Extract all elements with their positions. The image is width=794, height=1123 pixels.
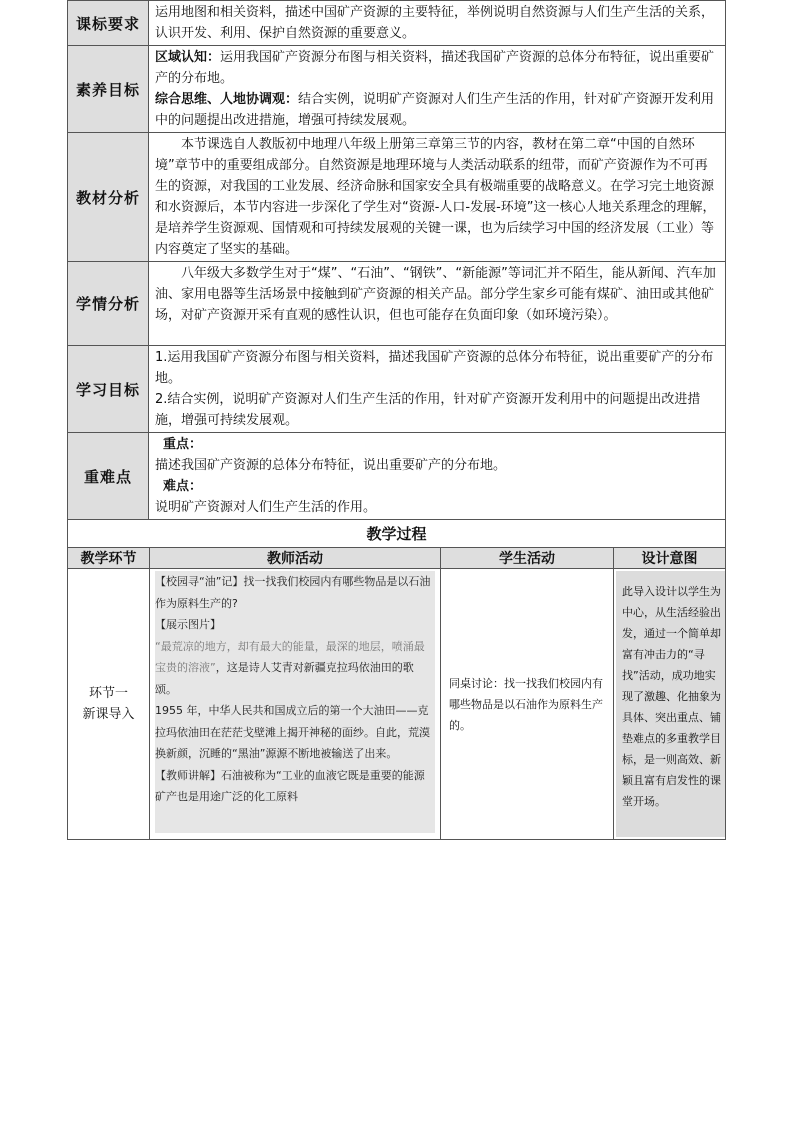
curriculum-label: 课标要求 (68, 1, 149, 46)
textbook-row (68, 133, 726, 262)
goals-label: 学习目标 (68, 346, 149, 433)
key-points-label: 重难点 (68, 433, 149, 520)
literacy-text (149, 46, 726, 133)
poem-source-text: ，这是诗人艾青对新疆克拉玛依油田的歌颂。 (155, 661, 414, 696)
oilfield-history: 1955 年，中华人民共和国成立后的第一个大油田——克拉玛依油田在茫茫戈壁滩上揭开神秘的面纱。自此，荒漠换新颜，沉睡的“黑油”源源不断地被输送了出来。 (155, 704, 430, 760)
teacher-explain-text: 石油被称为“工业的血液它既是重要的能源矿产也是用途广泛的化工原料 (155, 768, 425, 803)
poem-quote: “最荒凉的地方，却有最大的能量，最深的地层，喷涌最宝贵的溶液” (155, 639, 425, 674)
lesson-plan-page (67, 0, 725, 840)
teacher-activity-content (155, 571, 435, 833)
teacher-item-1 (155, 571, 435, 614)
lesson-info-table (67, 0, 726, 520)
curriculum-text (149, 1, 726, 46)
teacher-item-3 (155, 636, 435, 701)
goal-1: 1.运用我国矿产资源分布图与相关资料，描述我国矿产资源的总体分布特征，说出重要矿产的分布地。 (155, 350, 714, 386)
process-title: 教学过程 (68, 520, 726, 548)
key-points-row (68, 433, 726, 520)
goals-text (149, 346, 726, 433)
comprehensive-thinking-text: 结合实例，说明矿产资源对人们生产生活的作用，针对矿产资源开发利用中的问题提出改进措施，增强可持续发展观。 (155, 92, 715, 128)
textbook-label: 教材分析 (68, 133, 149, 262)
student-activity-text: 同桌讨论：找一找我们校园内有哪些物品是以石油作为原料生产的。 (449, 676, 603, 732)
literacy-paragraph-1 (155, 47, 719, 89)
students-row (68, 262, 726, 346)
header-step: 教学环节 (68, 548, 150, 569)
process-row-intro (68, 569, 726, 840)
header-student: 学生活动 (441, 548, 614, 569)
process-title-row (68, 520, 726, 548)
teacher-activity-cell (150, 569, 441, 840)
curriculum-row (68, 1, 726, 46)
student-activity-cell (441, 569, 614, 840)
teacher-item-5 (155, 765, 435, 808)
campus-oil-text: 找一找我们校园内有哪些物品是以石油作为原料生产的? (155, 575, 431, 610)
step-cell (68, 569, 150, 840)
header-design: 设计意图 (614, 548, 726, 569)
process-header-row (68, 548, 726, 569)
show-picture-tag: 【展示图片】 (155, 618, 221, 631)
literacy-paragraph-2 (155, 89, 719, 131)
textbook-paragraph: 本节课选自人教版初中地理八年级上册第三章第三节的内容，教材在第二章“中国的自然环境”章节中的重要组成部分。自然资源是地理环境与人类活动联系的纽带，而矿产资源作为不可再生的资源，对我国的工业发展、经济命脉和国家安全具有极端重要的战略意义。在学习完土地资源和水资源后，本节内容进一步深化了学生对“资源-人口-发展-环境”这一核心人地关系理念的理解，是培养学生资源观、国情观和可持续发展观的关键一课，也为后续学习中国的经济发展（工业）等内容奠定了坚实的基础。 (155, 137, 716, 257)
students-text (149, 262, 726, 346)
literacy-row (68, 46, 726, 133)
students-paragraph: 八年级大多数学生对于“煤”、“石油”、“钢铁”、“新能源”等词汇并不陌生，能从新闻、汽车加油、家用电器等生活场景中接触到矿产资源的相关产品。部分学生家乡可能有煤矿、油田或其他矿场，对矿产资源开采有直观的感性认识，但也可能存在负面印象（如环境污染）。 (155, 266, 716, 323)
literacy-label: 素养目标 (68, 46, 149, 133)
campus-oil-tag: 【校园寻“油”记】 (155, 575, 244, 588)
key-point-text: 描述我国矿产资源的总体分布特征，说出重要矿产的分布地。 (155, 458, 507, 473)
difficulty-title: 难点： (163, 479, 203, 494)
key-points-text (149, 433, 726, 520)
region-cognition-term: 区域认知： (155, 50, 221, 65)
curriculum-paragraph: 运用地图和相关资料，描述中国矿产资源的主要特征，举例说明自然资源与人们生产生活的关系，认识开发、利用、保护自然资源的重要意义。 (155, 5, 715, 41)
step-number: 环节一 (88, 686, 128, 701)
key-point-title: 重点： (163, 437, 203, 452)
step-name: 新课导入 (82, 707, 135, 722)
textbook-text (149, 133, 726, 262)
design-intent-text: 此导入设计以学生为中心，从生活经验出发，通过一个简单却富有冲击力的“寻找”活动，成功地实现了激趣、化抽象为具体、突出重点、铺垫难点的多重教学目标，是一则高效、新颖且富有启发性的课堂开场。 (616, 571, 725, 837)
region-cognition-text: 运用我国矿产资源分布图与相关资料，描述我国矿产资源的总体分布特征，说出重要矿产的分布地。 (155, 50, 715, 86)
header-teacher: 教师活动 (150, 548, 441, 569)
comprehensive-thinking-term: 综合思维、人地协调观： (155, 92, 299, 107)
goals-row (68, 346, 726, 433)
teacher-explain-tag: 【教师讲解】 (155, 768, 221, 782)
goal-2: 2.结合实例，说明矿产资源对人们生产生活的作用，针对矿产资源开发利用中的问题提出改进措施，增强可持续发展观。 (155, 392, 701, 428)
students-label: 学情分析 (68, 262, 149, 346)
teaching-process-table (67, 520, 726, 840)
difficulty-text: 说明矿产资源对人们生产生活的作用。 (155, 500, 377, 515)
design-intent-cell (614, 569, 726, 840)
